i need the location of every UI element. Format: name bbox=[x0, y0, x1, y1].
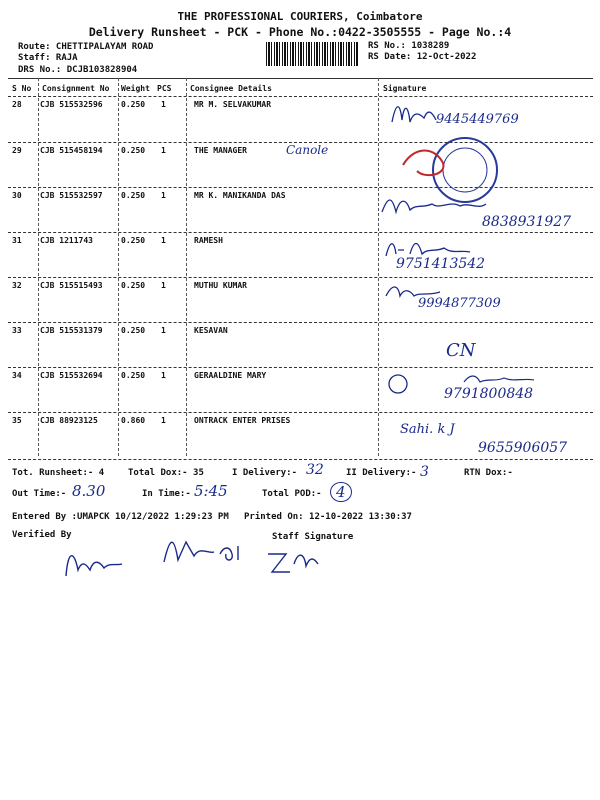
cell-weight: 0.250 bbox=[121, 236, 146, 245]
cell-consignment: CJB 1211743 bbox=[40, 236, 93, 245]
row-divider bbox=[8, 277, 593, 278]
cell-sno: 33 bbox=[12, 326, 22, 335]
i-delivery-label: I Delivery:- bbox=[232, 468, 298, 478]
total-pod-label: Total POD:- bbox=[262, 489, 322, 499]
barcode bbox=[266, 42, 358, 66]
signature-30 bbox=[380, 190, 490, 220]
signature-35: Sahi. k J bbox=[400, 422, 455, 437]
drs-number: DRS No.: DCJB103828904 bbox=[18, 65, 138, 75]
cell-sno: 29 bbox=[12, 146, 22, 155]
phone-28: 9445449769 bbox=[436, 112, 519, 127]
cell-sno: 31 bbox=[12, 236, 22, 245]
ii-delivery-count: 3 bbox=[420, 464, 429, 480]
cell-weight: 0.250 bbox=[121, 326, 146, 335]
cell-consignment: CJB 515515493 bbox=[40, 281, 103, 290]
cell-pcs: 1 bbox=[161, 371, 166, 380]
total-dox: Total Dox:- 35 bbox=[128, 468, 204, 478]
cell-consignment: CJB 515458194 bbox=[40, 146, 103, 155]
column-divider bbox=[186, 78, 187, 456]
in-time-label: In Time:- bbox=[142, 489, 191, 499]
phone-32: 9994877309 bbox=[418, 296, 501, 311]
phone-35: 9655906057 bbox=[478, 440, 568, 456]
mark-33: CN bbox=[446, 340, 476, 361]
staff-signature bbox=[264, 544, 324, 580]
time-signature bbox=[160, 532, 250, 572]
i-delivery-count: 32 bbox=[306, 462, 324, 478]
out-time-label: Out Time:- bbox=[12, 489, 67, 499]
cell-weight: 0.250 bbox=[121, 281, 146, 290]
cell-pcs: 1 bbox=[161, 191, 166, 200]
cell-sno: 32 bbox=[12, 281, 22, 290]
column-divider bbox=[38, 78, 39, 456]
table-top-border bbox=[8, 78, 593, 79]
col-header-weight: Weight bbox=[121, 84, 150, 93]
col-header-signature: Signature bbox=[383, 84, 427, 93]
table-bottom-border bbox=[8, 459, 593, 460]
cell-weight: 0.250 bbox=[121, 100, 146, 109]
phone-30: 8838931927 bbox=[482, 214, 572, 230]
cell-consignment: CJB 88923125 bbox=[40, 416, 98, 425]
rtn-dox: RTN Dox:- bbox=[464, 468, 513, 478]
row-divider bbox=[8, 322, 593, 323]
total-runsheet: Tot. Runsheet:- 4 bbox=[12, 468, 105, 478]
staff: Staff: RAJA bbox=[18, 53, 78, 63]
cell-sno: 35 bbox=[12, 416, 22, 425]
staff-signature-label: Staff Signature bbox=[272, 532, 354, 542]
cell-pcs: 1 bbox=[161, 146, 166, 155]
column-divider bbox=[378, 78, 379, 456]
cell-consignee: MUTHU KUMAR bbox=[194, 281, 247, 290]
ii-delivery-label: II Delivery:- bbox=[346, 468, 417, 478]
note-29: Canole bbox=[286, 143, 329, 157]
cell-consignment: CJB 515531379 bbox=[40, 326, 103, 335]
cell-consignment: CJB 515532596 bbox=[40, 100, 103, 109]
col-header-consignment: Consignment No bbox=[42, 84, 110, 93]
rs-date: RS Date: 12-Oct-2022 bbox=[368, 52, 477, 62]
cell-consignment: CJB 515532694 bbox=[40, 371, 103, 380]
phone-31: 9751413542 bbox=[396, 256, 486, 272]
in-time-value: 5:45 bbox=[194, 482, 228, 500]
total-pod-value: 4 bbox=[330, 482, 352, 502]
cell-consignee: THE MANAGER bbox=[194, 146, 247, 155]
col-header-consignee: Consignee Details bbox=[190, 84, 272, 93]
runsheet-title: Delivery Runsheet - PCK - Phone No.:0422-3505555 - Page No.:4 bbox=[88, 25, 512, 39]
cell-sno: 30 bbox=[12, 191, 22, 200]
cell-consignee: MR K. MANIKANDA DAS bbox=[194, 191, 286, 200]
cell-consignee: MR M. SELVAKUMAR bbox=[194, 100, 272, 109]
rs-number: RS No.: 1038289 bbox=[368, 41, 450, 51]
cell-sno: 34 bbox=[12, 371, 22, 380]
cell-sno: 28 bbox=[12, 100, 22, 109]
cell-consignment: CJB 515532597 bbox=[40, 191, 103, 200]
cell-weight: 0.250 bbox=[121, 191, 146, 200]
table-header-border bbox=[8, 96, 593, 97]
cell-weight: 0.860 bbox=[121, 416, 146, 425]
cell-weight: 0.250 bbox=[121, 371, 146, 380]
col-header-sno: S No bbox=[12, 84, 32, 93]
cell-consignee: RAMESH bbox=[194, 236, 223, 245]
entered-by: Entered By :UMAPCK 10/12/2022 1:29:23 PM bbox=[12, 512, 229, 522]
row-divider bbox=[8, 367, 593, 368]
verified-by-label: Verified By bbox=[12, 530, 72, 540]
cell-weight: 0.250 bbox=[121, 146, 146, 155]
phone-34: 9791800848 bbox=[444, 386, 534, 402]
out-time-value: 8.30 bbox=[72, 482, 106, 500]
printed-on: Printed On: 12-10-2022 13:30:37 bbox=[244, 512, 412, 522]
company-name: THE PROFESSIONAL COURIERS, Coimbatore bbox=[177, 10, 423, 23]
signature-28 bbox=[390, 100, 440, 130]
cell-consignee: ONTRACK ENTER PRISES bbox=[194, 416, 291, 425]
cell-pcs: 1 bbox=[161, 281, 166, 290]
cell-pcs: 1 bbox=[161, 236, 166, 245]
route: Route: CHETTIPALAYAM ROAD bbox=[18, 42, 154, 52]
cell-pcs: 1 bbox=[161, 100, 166, 109]
column-divider bbox=[118, 78, 119, 456]
col-header-pcs: PCS bbox=[157, 84, 172, 93]
cell-pcs: 1 bbox=[161, 416, 166, 425]
row-divider bbox=[8, 232, 593, 233]
verifier-signature bbox=[60, 540, 150, 584]
cell-pcs: 1 bbox=[161, 326, 166, 335]
row-divider bbox=[8, 412, 593, 413]
cell-consignee: KESAVAN bbox=[194, 326, 228, 335]
cell-consignee: GERAALDINE MARY bbox=[194, 371, 267, 380]
